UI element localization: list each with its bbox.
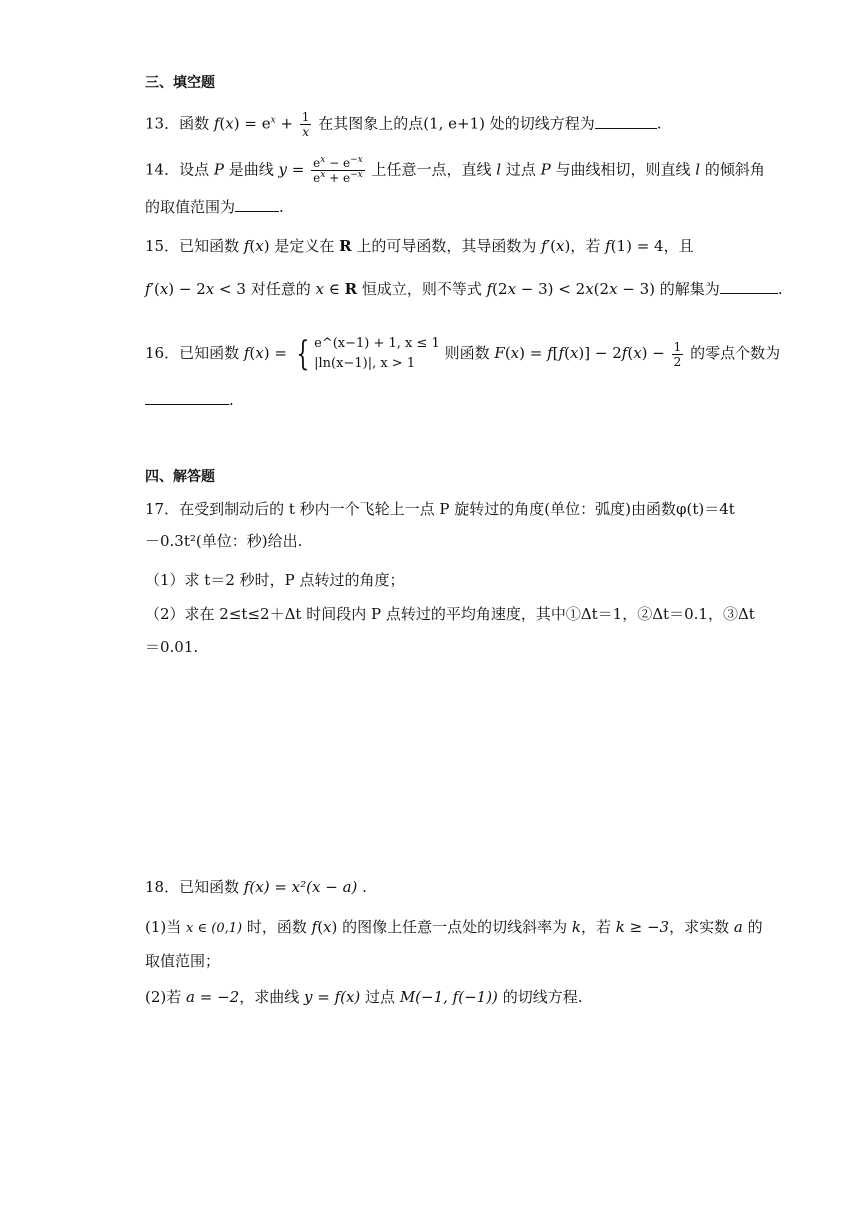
q18-end: . [357,878,367,896]
q13-fraction: $\frac{1}{x}$ [301,110,310,139]
q14-text-f: 的倾斜角 [700,160,765,179]
question-13: 13．函数 $f(x) = e^x$ + $\frac{1}{x}$ 在其图象上的点(1, e+1) 处的切线方程为 . [145,110,662,139]
q15-line2-c: 的解集为 [655,280,720,298]
q15-line2-b: 恒成立，则不等式 [357,280,487,298]
q14-line2: 的取值范围为 [145,198,236,216]
q18-p2-g: 的切线方程. [497,988,583,1006]
q15-text-b: 是定义在 [269,237,340,255]
q18-p1-g: ，求实数 [669,918,734,936]
question-18-line-1 [145,876,367,898]
q18-p1-f: k ≥ −3 [615,918,670,936]
q15-end: . [777,280,783,298]
q14-answer-blank[interactable] [235,197,279,212]
q16-case-1: e^(x−1) + 1, x ≤ 1 [314,336,440,351]
q16-text-b: 则函数 [444,344,495,362]
q15-text-a: 15．已知函数 [145,237,244,255]
q18-p2-f: M(−1, f(−1)) [399,988,498,1006]
q16-end: . [229,391,234,409]
section-heading-fill-in: 三、填空题 [145,75,215,91]
q16-case-2: |ln(x−1)|, x > 1 [314,356,416,371]
q18-p1-b: x ∈ (0,1) [186,921,243,936]
q16-piecewise [314,334,440,374]
q18-p2-c: ，求曲线 [239,988,304,1006]
q18-p2-a: (2)若 [145,988,187,1006]
q18-p2-d: y = f(x) [303,988,361,1006]
question-17-line-2: －0.3t²(单位：秒)给出. [145,532,303,550]
q18-p1-a: (1)当 [145,918,187,936]
q13-text-b: 在其图象上的点 [318,114,424,133]
question-16: 16．已知函数 f(x) = { e^(x−1) + 1, x ≤ 1 |ln(x−1)|, x > 1 则函数 F(x) = f[f(x)] − 2f(x) − $\frac{1}{2}$ 的零点个数为 [145,334,781,374]
question-18-part-1: (1)当 x ∈ (0,1) 时，函数 f(x) 的图像上任意一点处的切线斜率为 k，若 k ≥ −3，求实数 a 的 [145,918,763,936]
q13-text-a: 13．函数 [145,114,214,133]
question-17-part-2: （2）求在 2≤t≤2＋Δt 时间段内 P 点转过的平均角速度，其中①Δt＝1，②Δt＝0.1，③Δt [145,605,755,623]
q18-p1-h: 的 [742,918,763,936]
question-18-line-3: 取值范围； [145,952,221,970]
section-heading-answer: 四、解答题 [145,469,215,485]
q13-text-d: 处的切线方程为 [485,114,595,133]
question-17-part-1: （1）求 t＝2 秒时，P 点转过的角度； [145,571,405,589]
q13-answer-blank[interactable] [595,114,657,129]
q13-point: (1, e+1) [423,114,485,133]
q16-brace: { [296,334,310,374]
q14-fraction: $\frac{e^x - e^{-x}}{e^x + e^{-x}}$ [313,155,363,185]
q14-text-e: 与曲线相切，则直线 [550,160,696,179]
q18-function: f(x) = x²(x − a) [243,878,358,896]
q18-p1-e: ，若 [581,918,616,936]
q18-p1-c: 时，函数 [242,918,312,936]
q16-text-a: 16．已知函数 [145,344,244,362]
q16-text-c: 的零点个数为 [690,344,781,362]
q18-p2-b: a = −2 [186,988,240,1006]
q14-text-c: 上任意一点，直线 [371,160,497,179]
question-14-line-2 [145,196,284,218]
q16-fraction: $\frac{1}{2}$ [673,339,682,369]
q18-p1-d: 的图像上任意一点处的切线斜率为 [337,918,572,936]
question-17-line-5: ＝0.01. [145,638,199,656]
question-16-line-2 [145,389,234,411]
q14-text-a: 14．设点 [145,160,214,179]
question-14: 14．设点 P 是曲线 y = $\frac{e^x - e^{-x}}{e^x + e^{-x}}$ 上任意一点，直线 l 过点 P 与曲线相切，则直线 l 的倾斜角 [145,155,765,185]
q15-real-set: R [339,237,352,255]
q14-text-b: 是曲线 [223,160,279,179]
q15-answer-blank[interactable] [720,279,778,294]
q18-text-a: 18．已知函数 [145,878,244,896]
question-18-part-2 [145,986,582,1008]
q14-end: . [279,198,284,216]
q15-line2-a: 对任意的 [245,280,316,298]
q18-p2-e: 过点 [360,988,400,1006]
q16-answer-blank[interactable] [145,390,229,405]
q15-text-d: ，若 [570,237,606,255]
question-15: 15．已知函数 f(x) 是定义在 R 上的可导函数，其导函数为 f′(x)，若 f(1) = 4，且 [145,237,694,255]
q15-text-e: ，且 [663,237,694,255]
question-17-line-1: 17．在受到制动后的 t 秒内一个飞轮上一点 P 旋转过的角度(单位：弧度)由函数φ(t)＝4t [145,500,735,518]
q13-end: . [656,114,662,133]
question-15-line-2: f′(x) − 2x < 3 对任意的 x ∈ R 恒成立，则不等式 f(2x − 3) < 2x(2x − 3) 的解集为 . [145,280,783,298]
q15-text-c: 上的可导函数，其导函数为 [351,237,542,255]
q14-text-d: 过点 [501,160,541,179]
